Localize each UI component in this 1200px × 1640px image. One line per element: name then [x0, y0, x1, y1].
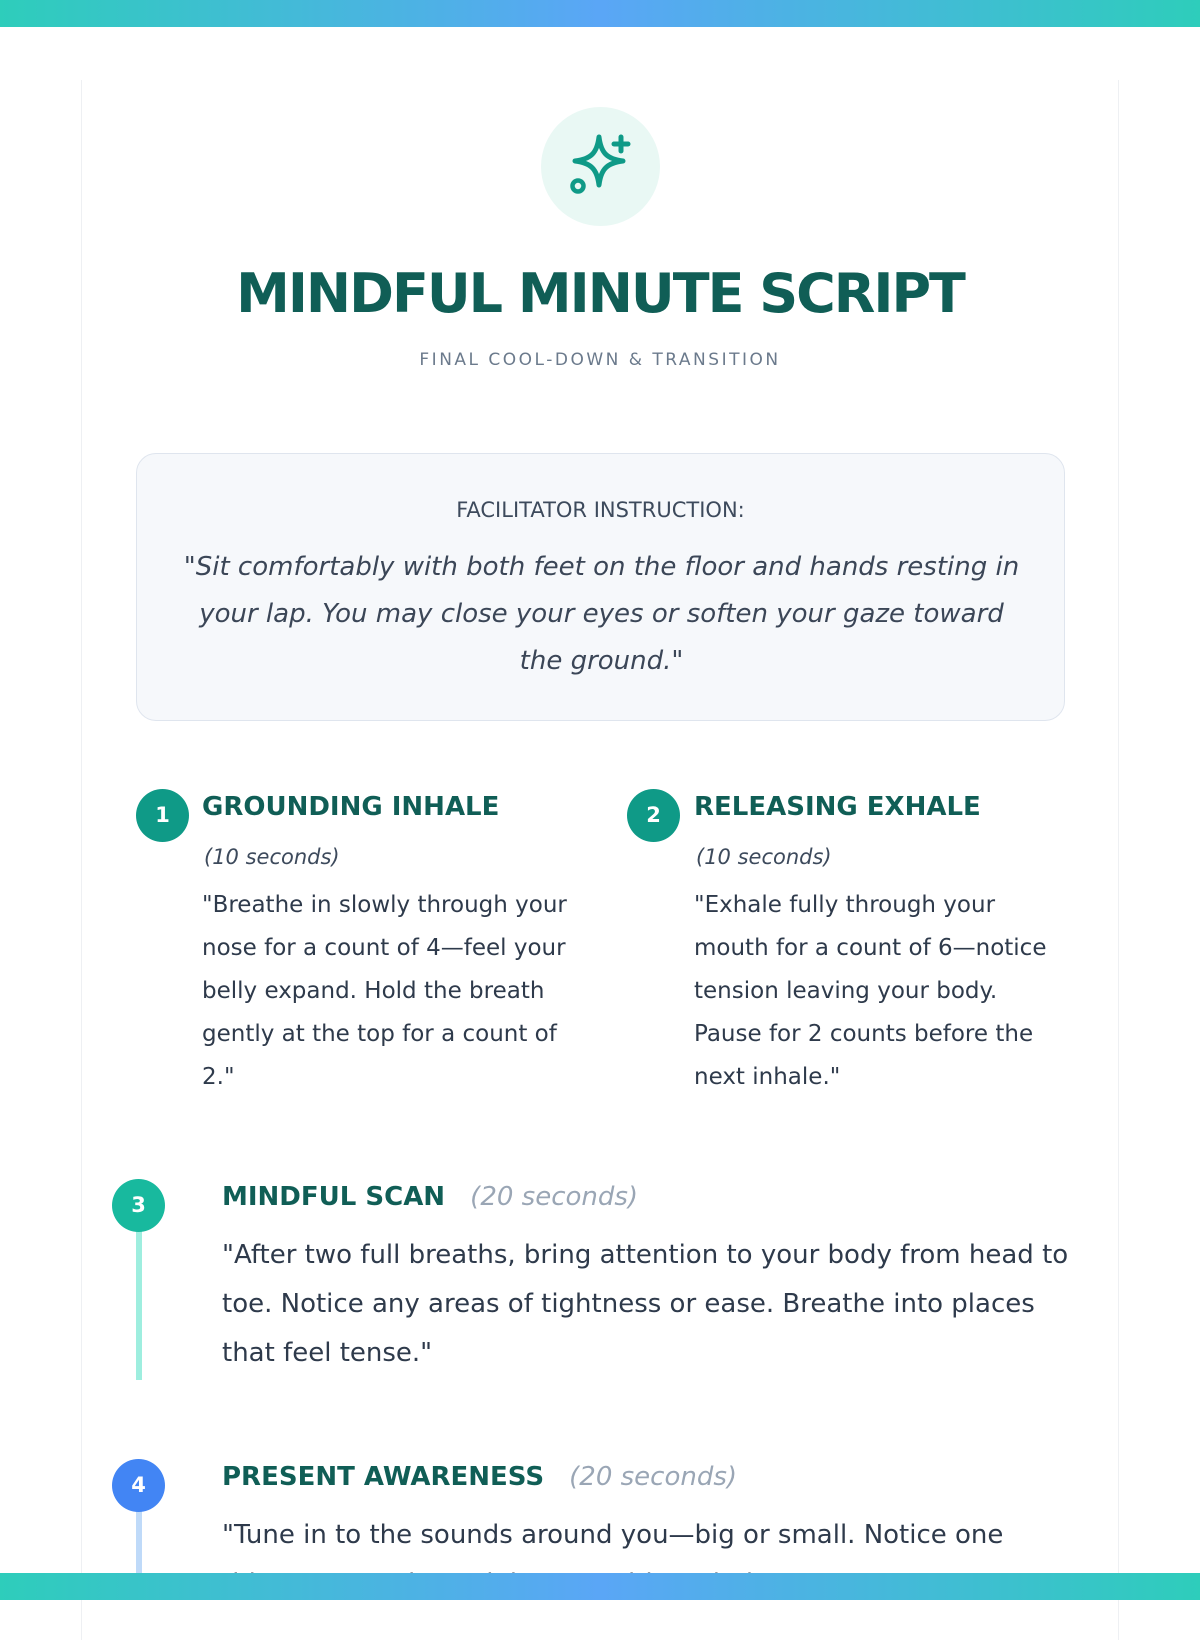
step-1-text: "Breathe in slowly through your nose for a count of 4—feel your belly expand. Hold the breath gently at the top for a count of 2." — [202, 892, 567, 1090]
bottom-gradient-bar — [0, 1573, 1200, 1600]
step-3-text: "After two full breaths, bring attention to your body from head to toe. Notice any areas of tightness or ease. Breathe into places that feel tense." — [222, 1240, 1069, 1368]
page-title: MINDFUL MINUTE SCRIPT — [236, 262, 964, 325]
step-3-duration: (20 seconds) — [470, 1182, 639, 1212]
step-3-heading — [222, 1182, 638, 1212]
instruction-text: "Sit comfortably with both feet on the floor and hands resting in your lap. You may close your eyes or soften your gaze toward the ground." — [183, 552, 1020, 676]
step-4-duration: (20 seconds) — [569, 1462, 738, 1492]
step-3-badge: 3 — [112, 1179, 165, 1232]
sparkle-icon — [568, 134, 633, 199]
step-1-badge: 1 — [136, 789, 189, 842]
step-1-duration: (10 seconds) — [204, 845, 340, 869]
step-4-text: "Tune in to the sounds around you—big or small. Notice one — [222, 1520, 1004, 1550]
step-2-title: RELEASING EXHALE — [694, 792, 981, 822]
step-4-heading — [222, 1462, 737, 1492]
step-1-title: GROUNDING INHALE — [202, 792, 500, 822]
logo-badge — [541, 107, 660, 226]
step-3-title: MINDFUL SCAN — [222, 1182, 446, 1212]
page-subtitle: FINAL COOL-DOWN & TRANSITION — [419, 350, 781, 370]
instruction-label: FACILITATOR INSTRUCTION: — [456, 498, 745, 522]
step-2-text: "Exhale fully through your mouth for a count of 6—notice tension leaving your body. Pause for 2 counts before the next inhale." — [694, 892, 1047, 1090]
step-4-title: PRESENT AWARENESS — [222, 1462, 545, 1492]
step-4-badge: 4 — [112, 1459, 165, 1512]
facilitator-instruction-box — [136, 453, 1065, 721]
step-2-duration: (10 seconds) — [696, 845, 832, 869]
step-2-badge: 2 — [627, 789, 680, 842]
top-gradient-bar — [0, 0, 1200, 27]
step-3-timeline-line — [136, 1230, 142, 1380]
